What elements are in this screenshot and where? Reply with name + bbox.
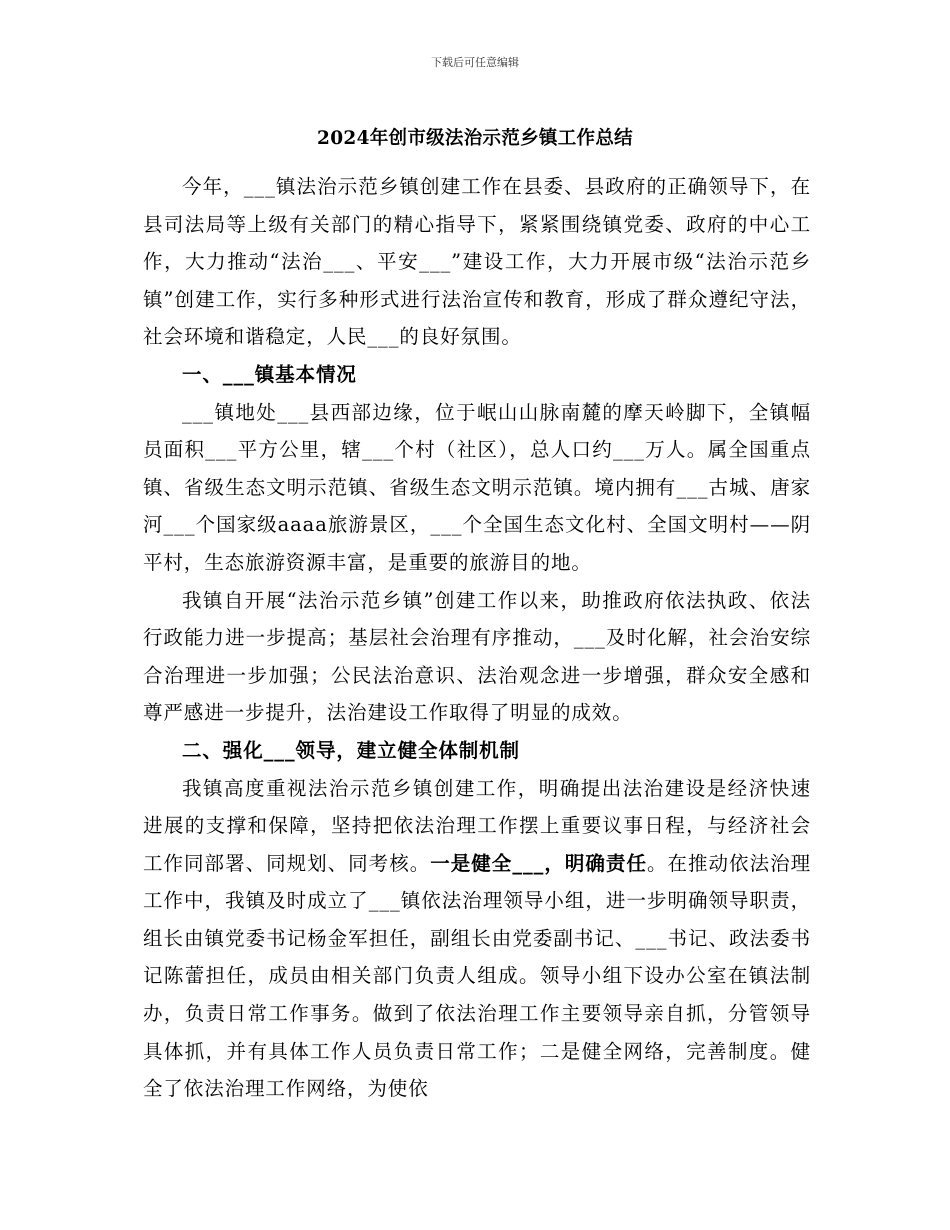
paragraph-leadership (143, 770, 811, 1108)
intro-paragraph: 今年，___镇法治示范乡镇创建工作在县委、县政府的正确领导下，在县司法局等上级有关部门的精心指导下，紧紧围绕镇党委、政府的中心工作，大力推动“法治___、平安___”建设工作，大力开展市级“法治示范乡镇”创建工作，实行多种形式进行法治宣传和教育，形成了群众遵纪守法，社会环境和谐稳定，人民___的良好氛围。 (143, 175, 811, 349)
document-body (143, 168, 811, 1108)
paragraph-leadership-emphasis: 一是健全___，明确责任 (430, 851, 647, 875)
section-heading-1: 一、___镇基本情况 (182, 362, 357, 386)
section-heading-2: 二、强化___领导，建立健全体制机制 (182, 738, 520, 762)
paragraph-achievements: 我镇自开展“法治示范乡镇”创建工作以来，助推政府依法执政、依法行政能力进一步提高；基层社会治理有序推动，___及时化解，社会治安综合治理进一步加强；公民法治意识、法治观念进一步增强，群众安全感和尊严感进一步提升，法治建设工作取得了明显的成效。 (143, 588, 811, 725)
paragraph-basic-info: ___镇地处___县西部边缘，位于岷山山脉南麓的摩天岭脚下，全镇幅员面积___平方公里，辖___个村（社区），总人口约___万人。属全国重点镇、省级生态文明示范镇、省级生态文明示范镇。境内拥有___古城、唐家河___个国家级aaaa旅游景区，___个全国生态文化村、全国文明村——阴平村，生态旅游资源丰富，是重要的旅游目的地。 (143, 400, 811, 574)
page-header: 下载后可任意编辑 (431, 56, 519, 69)
document-title: 2024年创市级法治示范乡镇工作总结 (317, 128, 633, 149)
paragraph-leadership-part-b: 。在推动依法治理工作中，我镇及时成立了___镇依法治理领导小组，进一步明确领导职责，组长由镇党委书记杨金军担任，副组长由党委副书记、___书记、政法委书记陈蕾担任，成员由相关部门负责人组成。领导小组下设办公室在镇法制办，负责日常工作事务。做到了依法治理工作主要领导亲自抓，分管领导具体抓，并有具体工作人员负责日常工作；二是健全网络，完善制度。健全了依法治理工作网络，为使依 (143, 851, 812, 1101)
paragraph-leadership-part-a: 我镇高度重视法治示范乡镇创建工作，明确提出法治建设是经济快速进展的支撑和保障，坚持把依法治理工作摆上重要议事日程，与经济社会工作同部署、同规划、同考核。 (143, 776, 811, 875)
